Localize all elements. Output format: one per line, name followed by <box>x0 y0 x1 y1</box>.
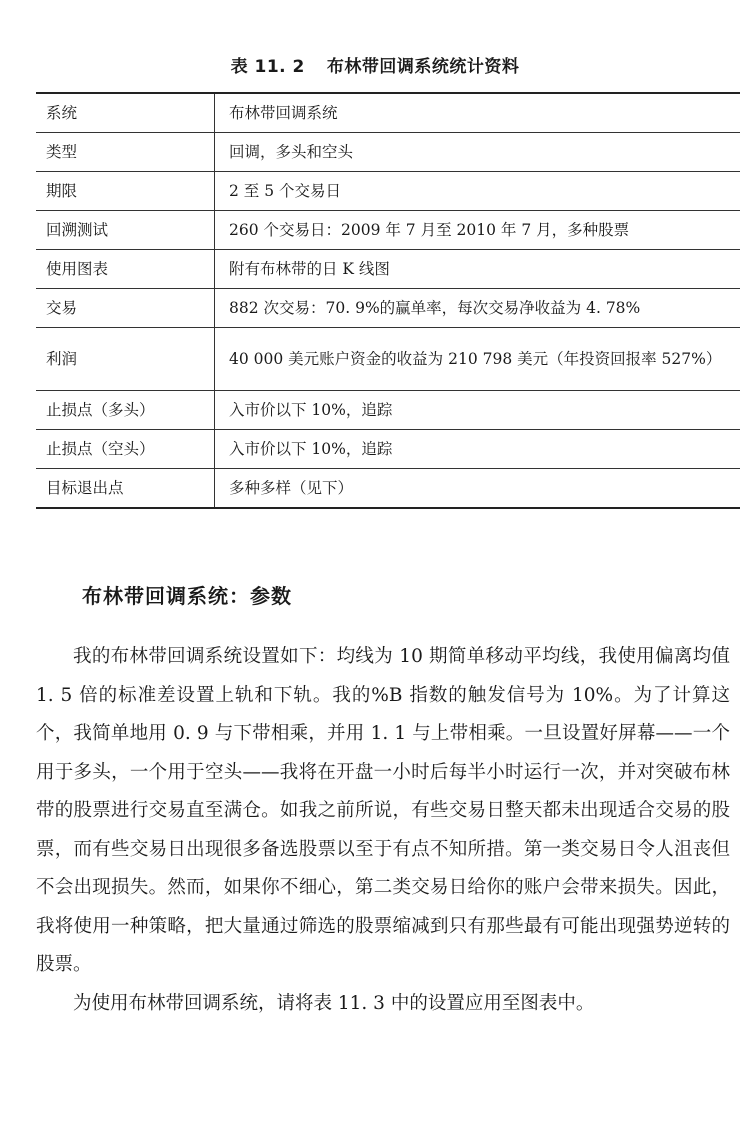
table-row-stop-short <box>36 430 740 469</box>
table-row-profit <box>36 328 740 391</box>
row-label: 类型 <box>36 133 215 172</box>
row-value: 附有布林带的日 K 线图 <box>215 250 741 289</box>
row-value: 回调，多头和空头 <box>215 133 741 172</box>
paragraph: 为使用布林带回调系统，请将表 11. 3 中的设置应用至图表中。 <box>73 992 595 1014</box>
table-row-exit <box>36 469 740 509</box>
statistics-table <box>36 92 740 509</box>
row-value: 多种多样（见下） <box>215 469 741 509</box>
row-label: 目标退出点 <box>36 469 215 509</box>
row-value: 260 个交易日：2009 年 7 月至 2010 年 7 月，多种股票 <box>215 211 741 250</box>
section-heading: 布林带回调系统：参数 <box>82 584 292 608</box>
row-value: 2 至 5 个交易日 <box>215 172 741 211</box>
row-value: 入市价以下 10%，追踪 <box>215 430 741 469</box>
row-value: 882 次交易：70. 9%的赢单率，每次交易净收益为 4. 78% <box>215 289 741 328</box>
table-row-trades <box>36 289 740 328</box>
row-value: 入市价以下 10%，追踪 <box>215 391 741 430</box>
row-label: 使用图表 <box>36 250 215 289</box>
table-row-stop-long <box>36 391 740 430</box>
row-label: 系统 <box>36 93 215 133</box>
table-caption <box>0 52 750 77</box>
row-label: 回溯测试 <box>36 211 215 250</box>
row-label: 止损点（空头） <box>36 430 215 469</box>
table-row-backtest <box>36 211 740 250</box>
table-row-system <box>36 93 740 133</box>
paragraph: 我的布林带回调系统设置如下：均线为 10 期简单移动平均线，我使用偏离均值 1. 5 倍的标准差设置上轨和下轨。我的%B 指数的触发信号为 10%。为了计算这个，我简单地用 0. 9 与下带相乘，并用 1. 1 与上带相乘。一旦设置好屏幕——一个用于多头，一个用于空头——我将在开盘一小时后每半小时运行一次，并对突破布林带的股票进行交易直至满仓。如我之前所说，有些交易日整天都未出现适合交易的股票，而有些交易日出现很多备选股票以至于有点不知所措。第一类交易日令人沮丧但不会出现损失。然而，如果你不细心，第二类交易日给你的账户会带来损失。因此，我将使用一种策略，把大量通过筛选的股票缩减到只有那些最有可能出现强势逆转的股票。 <box>36 646 730 975</box>
table-row-type <box>36 133 740 172</box>
body-text <box>36 638 730 1023</box>
row-label: 利润 <box>36 328 215 391</box>
table-row-chart <box>36 250 740 289</box>
table-caption-title: 布林带回调系统统计资料 <box>326 57 520 77</box>
table-row-term <box>36 172 740 211</box>
row-value: 40 000 美元账户资金的收益为 210 798 美元（年投资回报率 527%） <box>215 328 741 391</box>
table-caption-number: 表 11. 2 <box>230 57 305 77</box>
row-value: 布林带回调系统 <box>215 93 741 133</box>
row-label: 交易 <box>36 289 215 328</box>
row-label: 期限 <box>36 172 215 211</box>
row-label: 止损点（多头） <box>36 391 215 430</box>
